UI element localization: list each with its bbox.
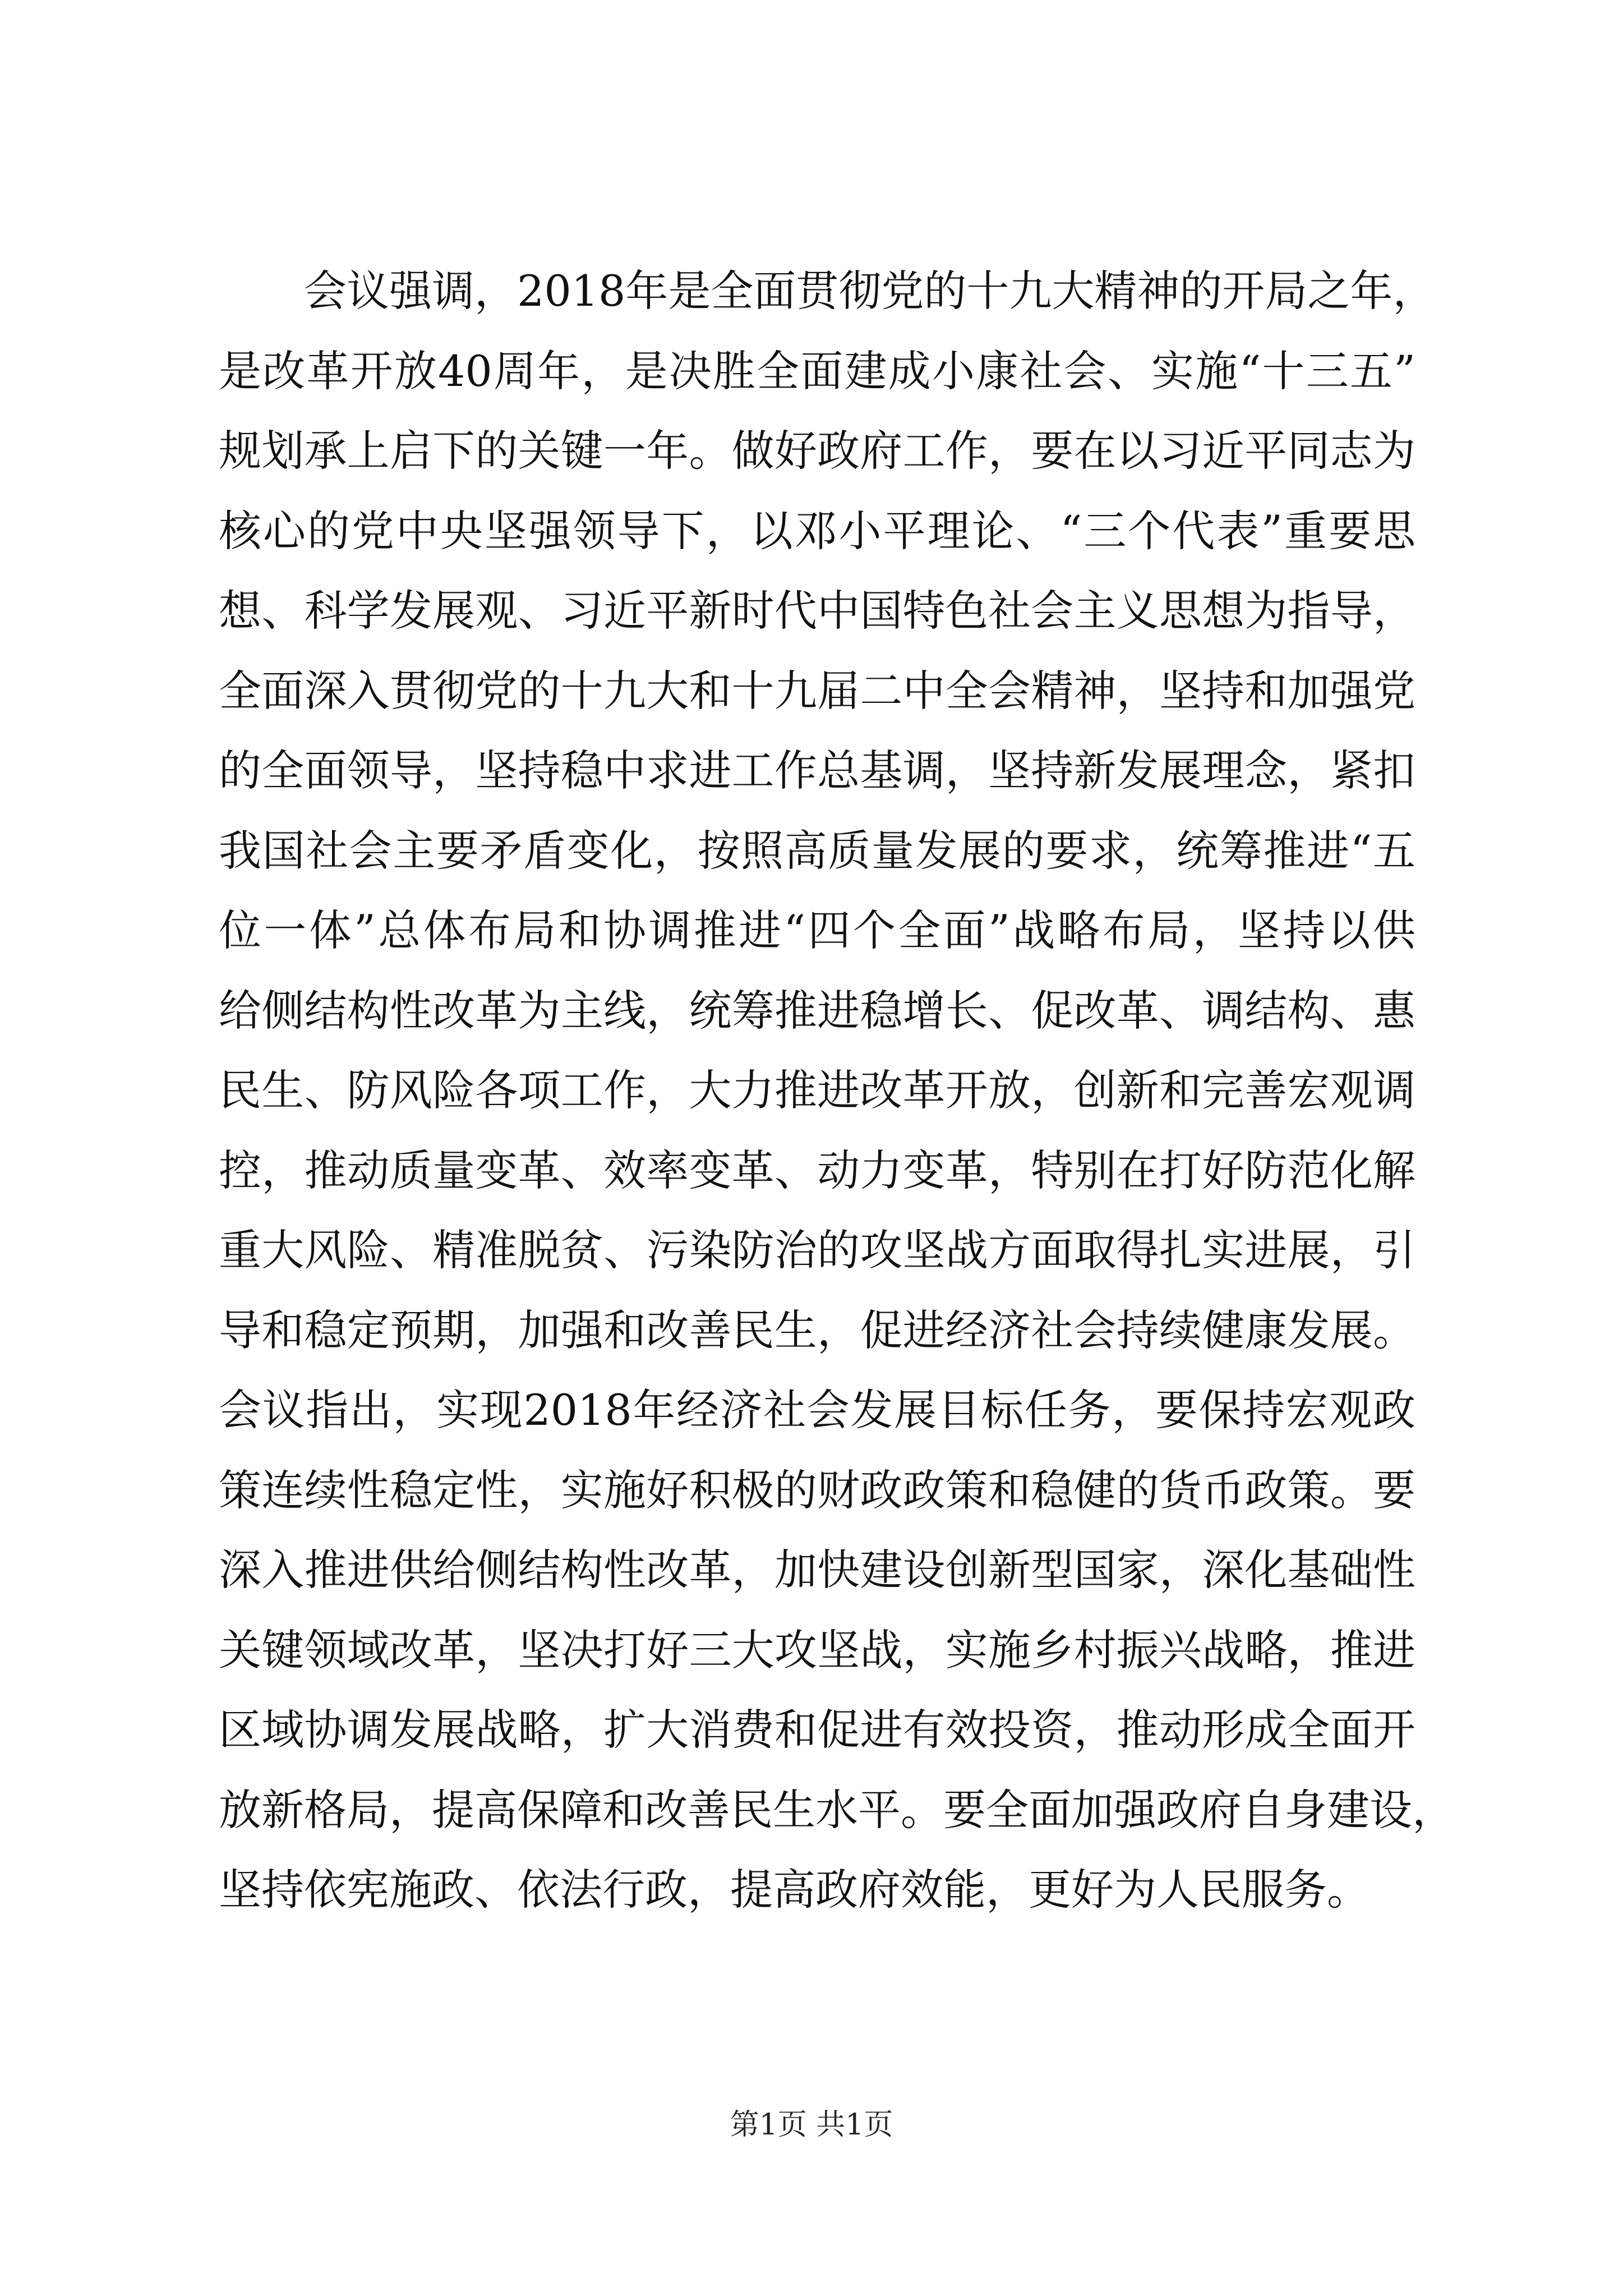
text-line: 想、科学发展观、习近平新时代中国特色社会主义思想为指导， <box>219 586 1415 636</box>
text-line: 关键领域改革，坚决打好三大攻坚战，实施乡村振兴战略，推进 <box>219 1625 1415 1675</box>
text-line: 位一体”总体布局和协调推进“四个全面”战略布局，坚持以供 <box>219 905 1415 955</box>
page-footer <box>0 2101 1623 2143</box>
text-line: 全面深入贯彻党的十九大和十九届二中全会精神，坚持和加强党 <box>219 665 1415 716</box>
text-line: 我国社会主要矛盾变化，按照高质量发展的要求，统筹推进“五 <box>219 825 1415 876</box>
text-line: 控，推动质量变革、效率变革、动力变革，特别在打好防范化解 <box>219 1145 1415 1195</box>
page-number-label: 第1页 共1页 <box>730 2108 893 2142</box>
text-line: 深入推进供给侧结构性改革，加快建设创新型国家，深化基础性 <box>219 1545 1415 1595</box>
body-paragraph <box>219 251 1455 1930</box>
text-line: 策连续性稳定性，实施好积极的财政政策和稳健的货币政策。要 <box>219 1465 1415 1515</box>
text-line: 会议指出，实现2018年经济社会发展目标任务，要保持宏观政 <box>219 1385 1415 1435</box>
text-line: 导和稳定预期，加强和改善民生，促进经济社会持续健康发展。 <box>219 1305 1415 1355</box>
text-line: 规划承上启下的关键一年。做好政府工作，要在以习近平同志为 <box>219 426 1415 476</box>
text-line: 坚持依宪施政、依法行政，提高政府效能，更好为人民服务。 <box>219 1865 1370 1915</box>
text-line: 核心的党中央坚强领导下，以邓小平理论、“三个代表”重要思 <box>219 505 1415 556</box>
text-line: 区域协调发展战略，扩大消费和促进有效投资，推动形成全面开 <box>219 1705 1415 1755</box>
text-line: 放新格局，提高保障和改善民生水平。要全面加强政府自身建设， <box>219 1784 1455 1835</box>
text-line: 民生、防风险各项工作，大力推进改革开放，创新和完善宏观调 <box>219 1065 1415 1115</box>
text-line: 的全面领导，坚持稳中求进工作总基调，坚持新发展理念，紧扣 <box>219 746 1415 795</box>
text-line: 是改革开放40周年，是决胜全面建成小康社会、实施“十三五” <box>219 346 1415 396</box>
text-line: 重大风险、精准脱贫、污染防治的攻坚战方面取得扎实进展，引 <box>219 1225 1415 1275</box>
text-line: 会议强调，2018年是全面贯彻党的十九大精神的开局之年， <box>304 266 1436 316</box>
text-line: 给侧结构性改革为主线，统筹推进稳增长、促改革、调结构、惠 <box>219 985 1415 1036</box>
